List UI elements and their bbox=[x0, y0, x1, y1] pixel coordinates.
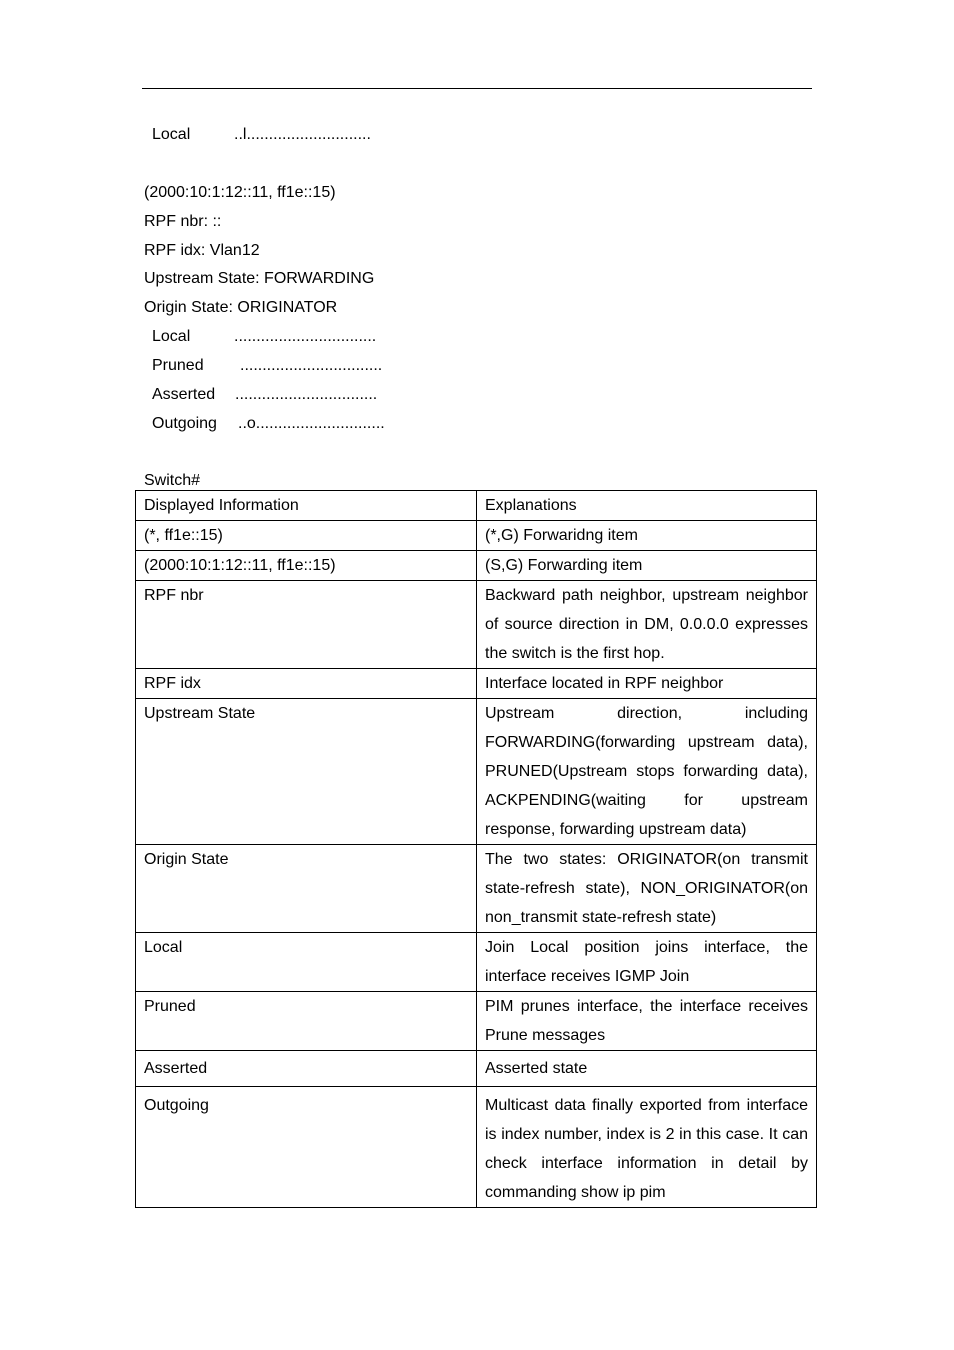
output-line-pruned bbox=[152, 351, 382, 380]
output-line-outgoing bbox=[152, 409, 385, 438]
table-cell-explanation: (S,G) Forwarding item bbox=[477, 551, 817, 581]
table-header-row bbox=[136, 491, 817, 521]
table-cell-info: Local bbox=[136, 933, 477, 992]
table-cell-explanation: Join Local position joins interface, the interface receives IGMP Join bbox=[477, 933, 817, 992]
pruned-label: Pruned bbox=[152, 357, 204, 374]
table-header-cell: Displayed Information bbox=[136, 491, 477, 521]
asserted-label: Asserted bbox=[152, 386, 216, 403]
output-line-rpf-nbr: RPF nbr: :: bbox=[144, 213, 222, 230]
table-cell-info: RPF idx bbox=[136, 669, 477, 699]
local-value: ..l............................ bbox=[234, 126, 371, 143]
outgoing-label: Outgoing bbox=[152, 415, 217, 432]
table-cell-explanation: (*,G) Forwaridng item bbox=[477, 521, 817, 551]
table-row bbox=[136, 1087, 817, 1208]
output-line-asserted bbox=[152, 380, 377, 409]
asserted-value: ................................ bbox=[235, 386, 378, 403]
header-rule bbox=[142, 88, 812, 89]
outgoing-value: ..o............................. bbox=[238, 415, 385, 432]
table-cell-explanation: Multicast data finally exported from interface is index number, index is 2 in this case. It can check interface information in detail by commanding show ip pim bbox=[477, 1087, 817, 1208]
table-row bbox=[136, 669, 817, 699]
table-row bbox=[136, 551, 817, 581]
table-cell-explanation: Asserted state bbox=[477, 1051, 817, 1087]
table-cell-explanation: Backward path neighbor, upstream neighbor of source direction in DM, 0.0.0.0 expresses the switch is the first hop. bbox=[477, 581, 817, 669]
output-line-sg-entry: (2000:10:1:12::11, ff1e::15) bbox=[144, 184, 336, 201]
table-cell-info: Pruned bbox=[136, 992, 477, 1051]
table-cell-info: (*, ff1e::15) bbox=[136, 521, 477, 551]
output-line-local bbox=[152, 120, 371, 149]
local-value: ................................ bbox=[234, 328, 377, 345]
table-cell-info: Outgoing bbox=[136, 1087, 477, 1208]
table-row bbox=[136, 845, 817, 933]
table-cell-explanation: PIM prunes interface, the interface receives Prune messages bbox=[477, 992, 817, 1051]
table-row bbox=[136, 521, 817, 551]
table-cell-explanation: Interface located in RPF neighbor bbox=[477, 669, 817, 699]
local-label: Local bbox=[152, 328, 191, 345]
table-cell-explanation: The two states: ORIGINATOR(on transmit state-refresh state), NON_ORIGINATOR(on non_transmit state-refresh state) bbox=[477, 845, 817, 933]
cli-prompt: Switch# bbox=[144, 472, 201, 489]
table-row bbox=[136, 992, 817, 1051]
table-row bbox=[136, 933, 817, 992]
table-row bbox=[136, 1051, 817, 1087]
table-row bbox=[136, 699, 817, 845]
output-line-origin-state: Origin State: ORIGINATOR bbox=[144, 299, 338, 316]
output-line-local-2 bbox=[152, 322, 376, 351]
output-line-upstream-state: Upstream State: FORWARDING bbox=[144, 270, 375, 287]
table-row bbox=[136, 581, 817, 669]
table-cell-explanation: Upstream direction, including FORWARDING(forwarding upstream data), PRUNED(Upstream stops forwarding data), ACKPENDING(waiting for upstream response, forwarding upstream data) bbox=[477, 699, 817, 845]
table-cell-info: Origin State bbox=[136, 845, 477, 933]
local-label: Local bbox=[152, 126, 191, 143]
explanation-table bbox=[135, 490, 817, 1208]
table-header-cell: Explanations bbox=[477, 491, 817, 521]
table-cell-info: Asserted bbox=[136, 1051, 477, 1087]
output-line-rpf-idx: RPF idx: Vlan12 bbox=[144, 242, 260, 259]
pruned-value: ................................ bbox=[240, 357, 383, 374]
table-cell-info: (2000:10:1:12::11, ff1e::15) bbox=[136, 551, 477, 581]
table-cell-info: Upstream State bbox=[136, 699, 477, 845]
table-cell-info: RPF nbr bbox=[136, 581, 477, 669]
